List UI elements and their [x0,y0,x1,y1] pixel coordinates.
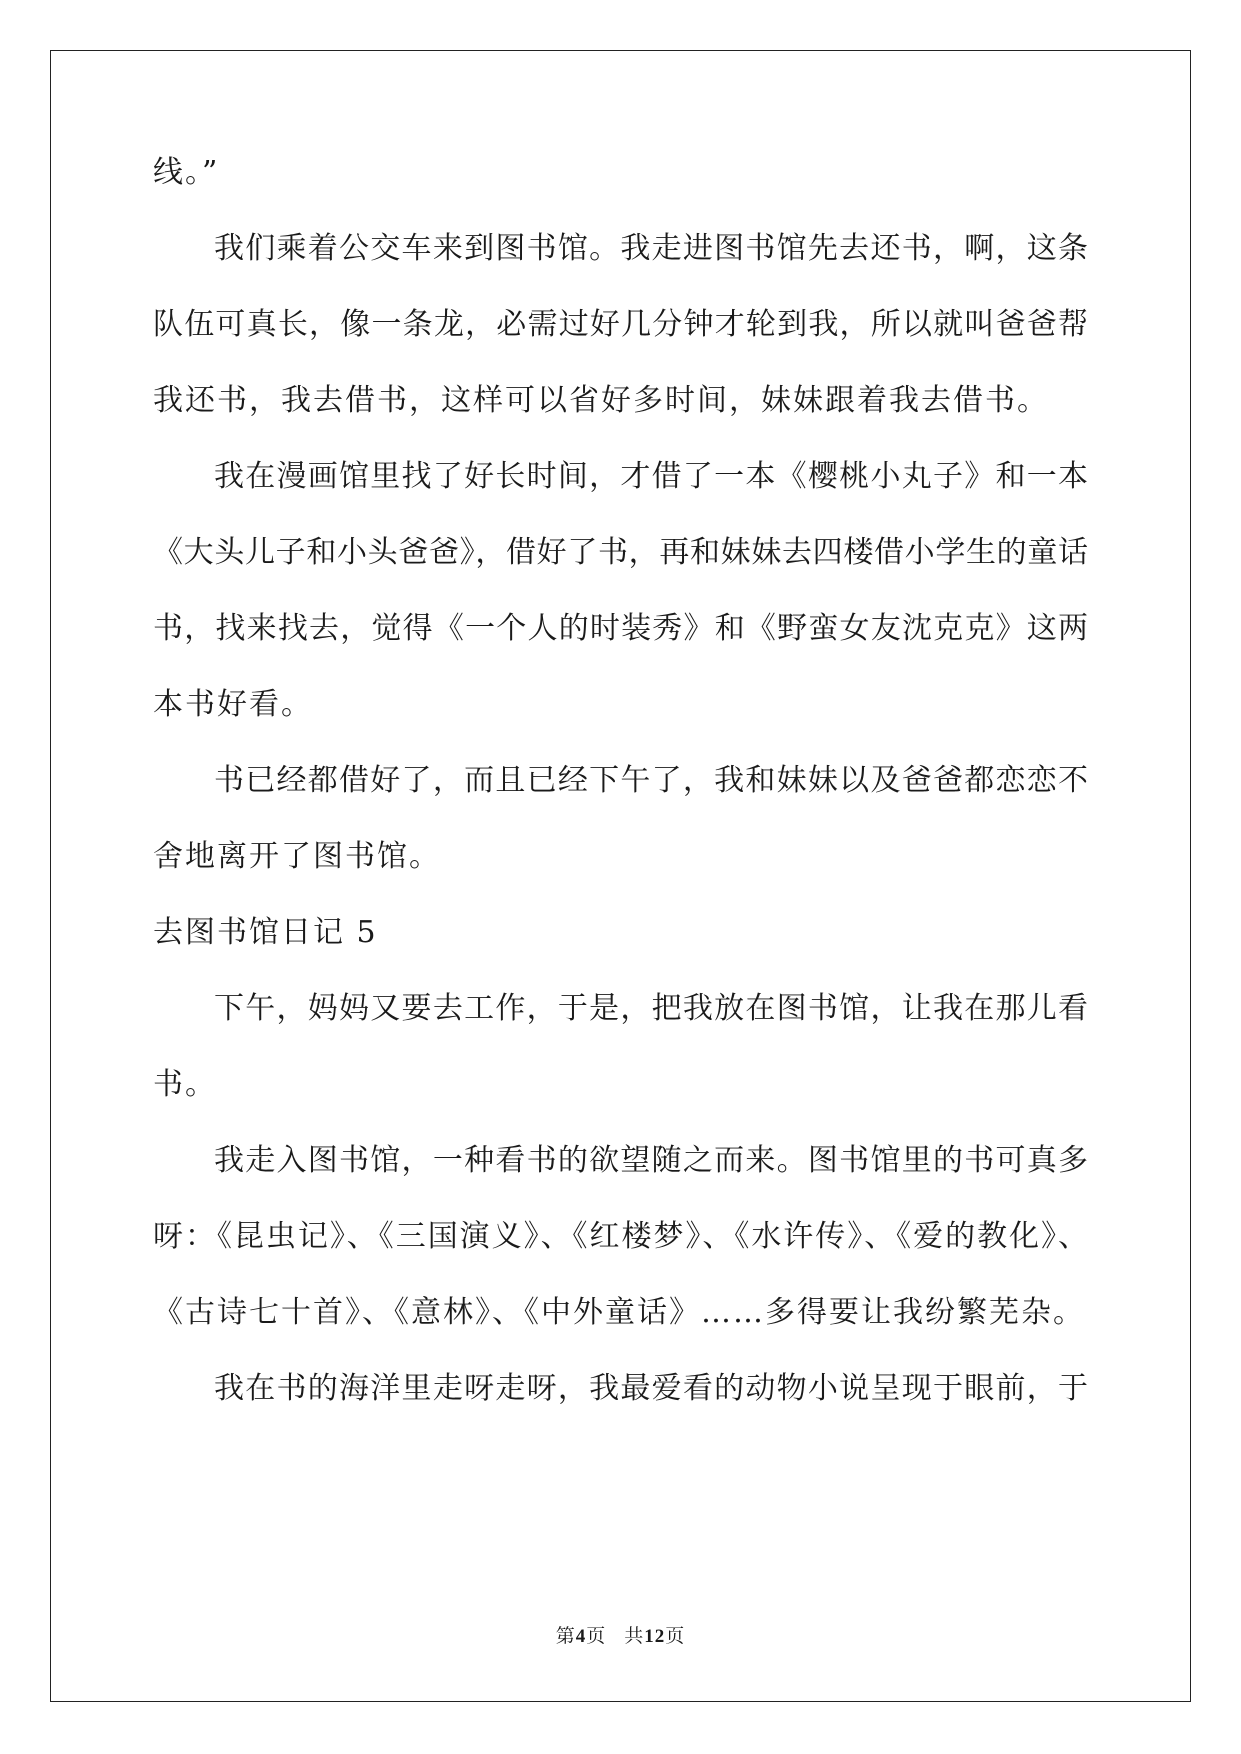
text-line-9: 书已经都借好了，而且已经下午了，我和妹妹以及爸爸都恋恋不 [214,763,1088,798]
text-line-5: 我在漫画馆里找了好长时间，才借了一本《樱桃小丸子》和一本 [214,459,1088,494]
text-line-17: 我在书的海洋里走呀走呀，我最爱看的动物小说呈现于眼前，于 [214,1371,1088,1406]
text-line-6: 《大头儿子和小头爸爸》，借好了书，再和妹妹去四楼借小学生的童话 [153,535,1088,570]
page-number: 4 [575,1626,587,1647]
text-line-10: 舍地离开了图书馆。 [153,839,441,874]
text-line-16: 《古诗七十首》、《意林》、《中外童话》……多得要让我纷繁芜杂。 [153,1295,1085,1330]
section-heading: 去图书馆日记 5 [153,915,378,950]
text-line-1: 线。” [153,155,220,190]
text-line-8: 本书好看。 [153,687,313,722]
text-line-2: 我们乘着公交车来到图书馆。我走进图书馆先去还书，啊，这条 [214,231,1088,266]
text-line-3: 队伍可真长，像一条龙，必需过好几分钟才轮到我，所以就叫爸爸帮 [153,307,1088,342]
total-suffix: 页 [665,1625,686,1647]
total-prefix: 共 [624,1625,645,1647]
total-pages: 12 [644,1626,666,1647]
text-line-7: 书，找来找去，觉得《一个人的时装秀》和《野蛮女友沈克克》这两 [153,611,1088,646]
text-line-4: 我还书，我去借书，这样可以省好多时间，妹妹跟着我去借书。 [153,383,1049,418]
page-footer [0,1624,1241,1649]
text-line-15: 呀：《昆虫记》、《三国演义》、《红楼梦》、《水许传》、《爱的教化》、 [153,1219,1088,1254]
text-line-14: 我走入图书馆，一种看书的欲望随之而来。图书馆里的书可真多 [214,1143,1088,1178]
text-line-13: 书。 [153,1067,217,1102]
page-suffix: 页 [586,1625,607,1647]
page-prefix: 第 [555,1625,576,1647]
text-line-12: 下午，妈妈又要去工作，于是，把我放在图书馆，让我在那儿看 [214,991,1088,1026]
